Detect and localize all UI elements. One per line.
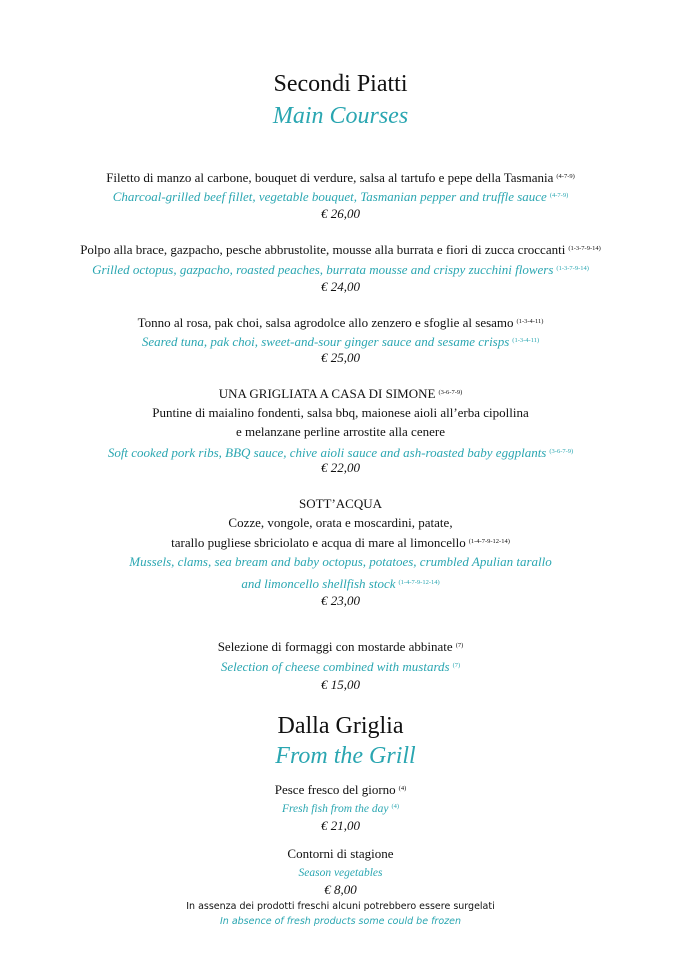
dish-1-it-text: Filetto di manzo al carbone, bouquet di verdure, salsa al tartufo e pepe della Tasmania — [106, 170, 554, 185]
grill-1-en-allergens: (4) — [391, 803, 400, 810]
dish-6-it-allergens: (7) — [455, 642, 464, 649]
dish-4-price: € 22,00 — [321, 460, 360, 475]
dish-4-it-line1: Puntine di maialino fondenti, salsa bbq, maionese aioli all’erba cipollina — [152, 405, 529, 420]
grill-1-price: € 21,00 — [321, 818, 360, 833]
dish-5-it-line1: Cozze, vongole, orata e moscardini, patate, — [228, 515, 453, 530]
dish-1-en-allergens: (4-7-9) — [549, 192, 569, 199]
grill-1-it-text: Pesce fresco del giorno — [274, 782, 396, 797]
footer-note-it: In assenza dei prodotti freschi alcuni potrebbero essere surgelati — [186, 901, 495, 912]
dish-1-it — [0, 168, 681, 187]
section-subtitle-from-the-grill: From the Grill — [275, 743, 416, 769]
grill-1-it-allergens: (4) — [398, 785, 407, 792]
dish-5-price: € 23,00 — [321, 593, 360, 608]
dish-3-en-allergens: (1-3-4-11) — [512, 337, 540, 344]
dish-2-en — [0, 260, 681, 279]
dish-1-en — [0, 187, 681, 206]
dish-3-it-text: Tonno al rosa, pak choi, salsa agrodolce allo zenzero e sfoglie al sesamo — [137, 315, 514, 330]
dish-6-en — [0, 657, 681, 676]
dish-1-price: € 26,00 — [321, 206, 360, 221]
section-title-griglia: Dalla Griglia — [277, 713, 404, 739]
dish-4-heading-text: UNA GRIGLIATA A CASA DI SIMONE — [218, 386, 436, 401]
grill-2-it: Contorni di stagione — [287, 846, 394, 861]
grill-2-en: Season vegetables — [298, 867, 383, 879]
dish-5-it-line2 — [0, 533, 681, 552]
dish-6-en-text: Selection of cheese combined with mustards — [220, 659, 450, 674]
dish-2-it-allergens: (1-3-7-9-14) — [568, 245, 601, 252]
dish-4-heading — [0, 384, 681, 403]
dish-5-en-allergens: (1-4-7-9-12-14) — [398, 579, 440, 586]
dish-2-it-text: Polpo alla brace, gazpacho, pesche abbrustolite, mousse alla burrata e fiori di zucca croccanti — [80, 242, 566, 257]
grill-1-it — [0, 780, 681, 799]
dish-6-price: € 15,00 — [321, 677, 360, 692]
grill-1-en-text: Fresh fish from the day — [281, 803, 389, 815]
dish-4-heading-allergens: (3-6-7-9) — [438, 389, 463, 396]
dish-5-en-line1: Mussels, clams, sea bream and baby octopus, potatoes, crumbled Apulian tarallo — [129, 554, 552, 569]
dish-5-heading: SOTT’ACQUA — [298, 496, 383, 511]
grill-2-price: € 8,00 — [324, 882, 357, 897]
dish-4-it-line2: e melanzane perline arrostite alla cenere — [236, 424, 445, 439]
dish-6-en-allergens: (7) — [452, 662, 461, 669]
dish-3-it-allergens: (1-3-4-11) — [516, 318, 544, 325]
dish-5-en-line2 — [0, 574, 681, 593]
dish-3-price: € 25,00 — [321, 350, 360, 365]
dish-1-en-text: Charcoal-grilled beef fillet, vegetable bouquet, Tasmanian pepper and truffle sauce — [112, 189, 547, 204]
dish-5-it-allergens: (1-4-7-9-12-14) — [468, 538, 510, 545]
dish-5-it-line2-text: tarallo pugliese sbriciolato e acqua di mare al limoncello — [171, 535, 466, 550]
section-subtitle-main-courses: Main Courses — [272, 103, 409, 129]
dish-2-it — [0, 240, 681, 259]
dish-2-en-allergens: (1-3-7-9-14) — [556, 265, 589, 272]
grill-1-en — [0, 798, 681, 818]
dish-3-it — [0, 313, 681, 332]
dish-3-en-text: Seared tuna, pak choi, sweet-and-sour ginger sauce and sesame crisps — [141, 334, 510, 349]
dish-6-it — [0, 637, 681, 656]
dish-4-en-allergens: (3-6-7-9) — [549, 448, 574, 455]
dish-6-it-text: Selezione di formaggi con mostarde abbinate — [217, 639, 453, 654]
dish-2-price: € 24,00 — [321, 279, 360, 294]
footer-note-en: In absence of fresh products some could be frozen — [219, 916, 461, 927]
section-title-secondi: Secondi Piatti — [273, 71, 408, 97]
dish-1-it-allergens: (4-7-9) — [556, 173, 575, 180]
dish-4-en-text: Soft cooked pork ribs, BBQ sauce, chive aioli sauce and ash-roasted baby eggplants — [107, 445, 547, 460]
dish-2-en-text: Grilled octopus, gazpacho, roasted peaches, burrata mousse and crispy zucchini flowers — [92, 262, 554, 277]
dish-5-en-line2-text: and limoncello shellfish stock — [241, 576, 396, 591]
